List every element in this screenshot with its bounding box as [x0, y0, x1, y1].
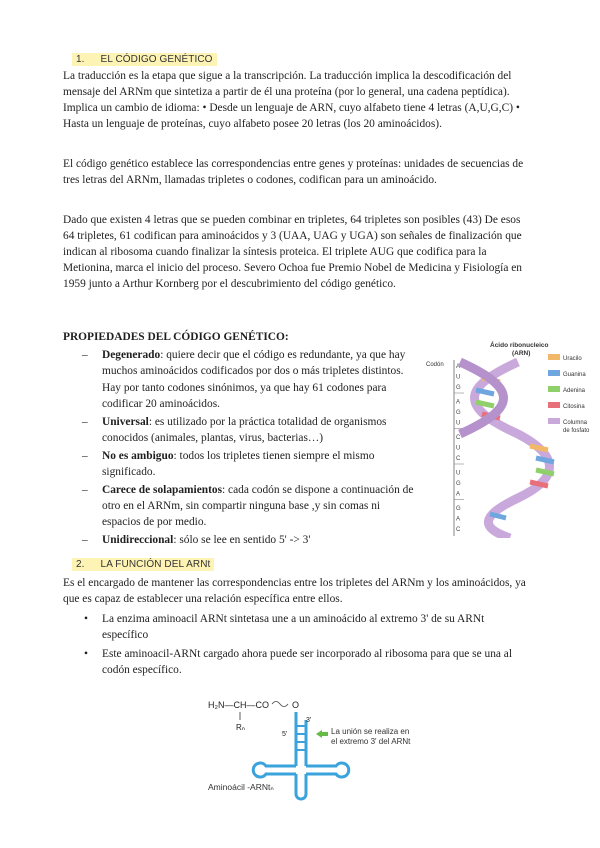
bullet-text: La enzima aminoacil ARNt sintetasa une a un aminoácido al extremo 3' de su ARNt específico — [102, 613, 485, 641]
dash-bullet: – — [82, 349, 88, 361]
codon-letter: A — [456, 516, 461, 523]
list-item — [82, 532, 418, 548]
codon-letter: U — [456, 374, 461, 381]
property-text: : sólo se lee en sentido 5' -> 3' — [173, 534, 311, 547]
codon-letter: U — [456, 470, 461, 477]
dash-bullet: – — [82, 483, 88, 496]
codon-letters — [454, 364, 464, 533]
rna-helix-figure — [420, 338, 600, 538]
legend-swatch-guanine — [548, 370, 560, 376]
codon-letter: A — [456, 399, 461, 406]
section-number: 2. — [76, 559, 85, 570]
codon-letter: C — [456, 456, 461, 462]
dash-bullet: – — [82, 534, 88, 547]
properties-list — [82, 347, 418, 550]
property-term: Carece de solapamientos — [102, 483, 223, 496]
paragraph-translation: La traducción es la etapa que sigue a la transcripción. La traducción implica la descodificación del mensaje del ARNm que sintetiza a partir de él una proteína (por lo general, una cadena peptídica). Implica un cambio de idioma: • Desde un lenguaje de ARN, cuyo alfabeto tiene 4 letras (A,U,G,C) • Hasta un lenguaje de proteínas, cuyo alfabeto posee 20 letras (los 20 aminoácidos). — [63, 70, 520, 130]
five-prime-label: 5' — [282, 731, 288, 738]
list-item — [82, 448, 418, 481]
list-item — [82, 646, 532, 678]
codon-letter: C — [456, 527, 461, 533]
legend-swatch-phosphate — [548, 418, 560, 424]
property-term: No es ambiguo — [102, 449, 174, 462]
trna-acceptor-stem — [296, 712, 306, 766]
annotation-line2: el extremo 3' del ARNt — [331, 737, 411, 746]
dash-bullet: – — [82, 415, 88, 428]
codon-letter: G — [456, 481, 461, 487]
dash-bullet: – — [82, 449, 88, 462]
section-title: LA FUNCIÓN DEL ARNt — [100, 559, 211, 570]
helix — [460, 362, 554, 538]
codon-letter: C — [456, 435, 461, 441]
list-item — [82, 482, 418, 531]
aminoacyl-trna-label: Aminoácil -ARNtₙ — [208, 782, 274, 792]
figure-legend — [548, 354, 590, 434]
list-item — [82, 611, 532, 643]
legend-label: Uracilo — [563, 356, 582, 362]
figure-title: Ácido ribonucleico — [490, 342, 549, 349]
paragraph-trna: Es el encargado de mantener las correspondencias entre los tripletes del ARNm y los aminoácidos, ya que es capaz de establecer una relación específica entre ellos. — [63, 577, 526, 605]
figure-subtitle: (ARN) — [512, 350, 531, 357]
paragraph-triplets: Dado que existen 4 letras que se pueden combinar en tripletes, 64 tripletes son posibles (43) De esos 64 tripletes, 61 codifican para aminoácidos y 3 (UAA, UAG y UGA) son señales de finalización que indican al ribosoma cuando finalizar la síntesis proteica. El triplete AUG que codifica para la Metionina, marca el inicio del proceso. Severo Ochoa fue Premio Nobel de Medicina y Fisiología en 1959 junto a Arthur Kornberg por el descubrimiento del código genético. — [63, 214, 522, 290]
ester-bond — [272, 702, 288, 707]
annotation-line1: La unión se realiza en — [331, 727, 410, 736]
legend-swatch-adenine — [548, 386, 560, 392]
legend-label: Adenina — [563, 388, 586, 394]
bullet-text: Este aminoacil-ARNt cargado ahora puede ser incorporado al ribosoma para que se una al codón específico. — [102, 648, 513, 676]
codon-letter: U — [456, 420, 461, 427]
bullet-dot: • — [84, 648, 88, 660]
base-uracil — [530, 446, 548, 450]
property-text: : todos los tripletes tienen siempre el mismo significado. — [102, 449, 375, 479]
list-item — [82, 347, 418, 412]
legend-swatch-uracil — [548, 354, 560, 360]
section-heading-2 — [72, 558, 214, 571]
property-term: Degenerado — [102, 349, 161, 361]
codon-letter: A — [456, 491, 461, 498]
property-text: : es utilizado por la práctica totalidad de organismos conocidos (animales, plantas, virus, bacterias…) — [102, 415, 387, 444]
amino-acid-formula: H₂N—CH—CO — [208, 700, 269, 710]
codon-letter: A — [456, 364, 461, 370]
codon-letter: G — [456, 410, 461, 416]
side-chain-label: Rₙ — [236, 723, 245, 732]
trna-bullet-list — [82, 611, 532, 681]
list-item — [82, 414, 418, 447]
bullet-dot: • — [84, 613, 88, 625]
codon-letter: U — [456, 445, 461, 452]
legend-label: Guanina — [563, 372, 586, 378]
codon-label: Codón — [426, 362, 444, 368]
legend-label: Columna de fosfato — [563, 420, 590, 434]
trna-figure — [196, 690, 436, 810]
codon-letter: G — [456, 506, 461, 512]
paragraph-genetic-code: El código genético establece las correspondencias entre genes y proteínas: unidades de secuencias de tres letras del ARNm, llamadas tripletes o codones, codifican para un aminoácido. — [63, 158, 524, 186]
codon-letter: G — [456, 385, 461, 391]
section-number: 1. — [76, 54, 85, 65]
arrow-icon — [316, 730, 328, 738]
three-prime-label: 3' — [306, 717, 312, 724]
property-text: : quiere decir que el código es redundante, ya que hay muchos aminoácidos codificados por dos o más tripletes distintos. Hay por tanto codones sinónimos, ya que hay 61 codones para codificar 20 aminoácidos. — [102, 349, 406, 410]
legend-label: Citosina — [563, 404, 585, 410]
legend-swatch-cytosine — [548, 402, 560, 408]
property-term: Unidireccional — [102, 534, 174, 547]
property-text: : cada codón se dispone a continuación de otro en el ARNm, sin compartir ninguna base ,y sin comas ni espacios de por medio. — [102, 483, 414, 529]
trna-arms — [253, 763, 348, 799]
section-title: EL CÓDIGO GENÉTICO — [100, 54, 213, 65]
property-term: Universal — [102, 415, 149, 428]
section-heading-1 — [72, 53, 217, 66]
properties-title: PROPIEDADES DEL CÓDIGO GENÉTICO: — [63, 331, 289, 343]
oxygen-label: O — [292, 700, 300, 710]
